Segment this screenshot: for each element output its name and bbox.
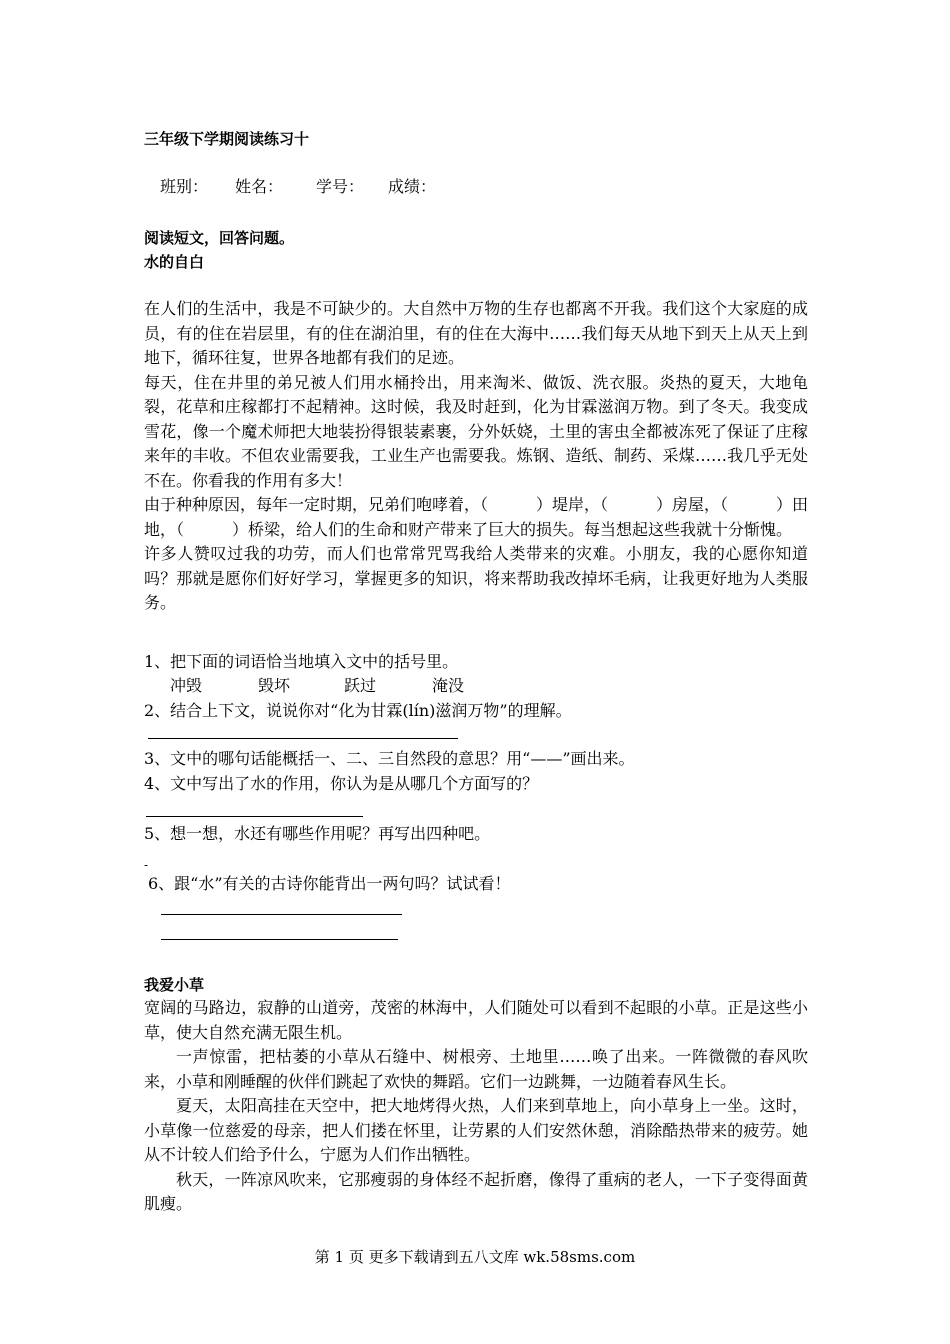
page-title: 三年级下学期阅读练习十 — [144, 130, 310, 148]
word-option: 淹没 — [432, 676, 465, 695]
paragraph: 一声惊雷，把枯萎的小草从石缝中、树根旁、土地里……唤了出来。一阵微微的春风吹来，小草和刚睡醒的伙伴们跳起了欢快的舞蹈。它们一边跳舞，一边随着春风生长。 — [144, 1047, 808, 1091]
passage1-title: 水的自白 — [144, 253, 205, 271]
word-option: 毁坏 — [258, 676, 291, 695]
passage1-body — [144, 297, 808, 616]
paragraph: 每天，住在井里的弟兄被人们用水桶拎出，用来淘米、做饭、洗衣服。炎热的夏天，大地龟裂，花草和庄稼都打不起精神。这时候，我及时赶到，化为甘霖滋润万物。到了冬天。我变成雪花，像一个魔术师把大地装扮得银装素裹，分外妖娆，土里的害虫全都被冻死了保证了庄稼来年的丰收。不但农业需要我，工业生产也需要我。炼钢、造纸、制药、采煤……我几乎无处不在。你看我的作用有多大！ — [144, 372, 808, 490]
paragraph: 宽阔的马路边，寂静的山道旁，茂密的林海中，人们随处可以看到不起眼的小草。正是这些小草，使大自然充满无限生机。 — [144, 998, 808, 1042]
instruction: 阅读短文，回答问题。 — [144, 229, 295, 247]
info-field-name: 姓名： — [235, 177, 284, 196]
info-field-score: 成绩： — [388, 177, 437, 196]
question-1: 1、把下面的词语恰当地填入文中的括号里。 — [144, 652, 459, 671]
paragraph: 在人们的生活中，我是不可缺少的。大自然中万物的生存也都离不开我。我们这个大家庭的成员，有的住在岩层里，有的住在湖泊里，有的住在大海中……我们每天从地下到天上从天上到地下，循环往复，世界各地都有我们的足迹。 — [144, 299, 808, 367]
passage2-body — [144, 996, 808, 1217]
answer-line[interactable] — [161, 914, 402, 915]
paragraph: 秋天，一阵凉风吹来，它那瘦弱的身体经不起折磨，像得了重病的老人，一下子变得面黄肌瘦。 — [144, 1169, 808, 1213]
word-option: 跃过 — [344, 676, 377, 695]
question-3: 3、文中的哪句话能概括一、二、三自然段的意思？用“——”画出来。 — [144, 749, 635, 768]
question-4: 4、文中写出了水的作用，你认为是从哪几个方面写的？ — [144, 774, 539, 793]
question-2: 2、结合上下文，说说你对“化为甘霖(lín)滋润万物”的理解。 — [144, 701, 572, 720]
passage2-title: 我爱小草 — [144, 976, 205, 994]
word-option: 冲毁 — [170, 676, 203, 695]
answer-line[interactable] — [146, 816, 363, 817]
answer-line[interactable] — [161, 939, 398, 940]
stray-mark: - — [144, 858, 149, 872]
question-6: 6、跟“水”有关的古诗你能背出一两句吗？试试看！ — [148, 874, 511, 893]
info-field-number: 学号： — [316, 177, 365, 196]
info-field-class: 班别： — [160, 177, 209, 196]
paragraph: 夏天，太阳高挂在天空中，把大地烤得火热，人们来到草地上，向小草身上一坐。这时，小草像一位慈爱的母亲，把人们搂在怀里，让劳累的人们安然休憩，消除酷热带来的疲劳。她从不计较人们给予什么，宁愿为人们作出牺牲。 — [144, 1096, 808, 1164]
paragraph: 由于种种原因，每年一定时期，兄弟们咆哮着，（ ）堤岸，（ ）房屋，（ ）田地，（ ）桥梁，给人们的生命和财产带来了巨大的损失。每当想起这些我就十分惭愧。 — [144, 495, 809, 539]
answer-line[interactable] — [148, 738, 458, 739]
question-5: 5、想一想，水还有哪些作用呢？再写出四种吧。 — [144, 824, 491, 843]
page-footer: 第 1 页 更多下载请到五八文库 wk.58sms.com — [314, 1248, 636, 1266]
paragraph: 许多人赞叹过我的功劳，而人们也常常咒骂我给人类带来的灾难。小朋友，我的心愿你知道吗？那就是愿你们好好学习，掌握更多的知识，将来帮助我改掉坏毛病，让我更好地为人类服务。 — [144, 544, 808, 612]
